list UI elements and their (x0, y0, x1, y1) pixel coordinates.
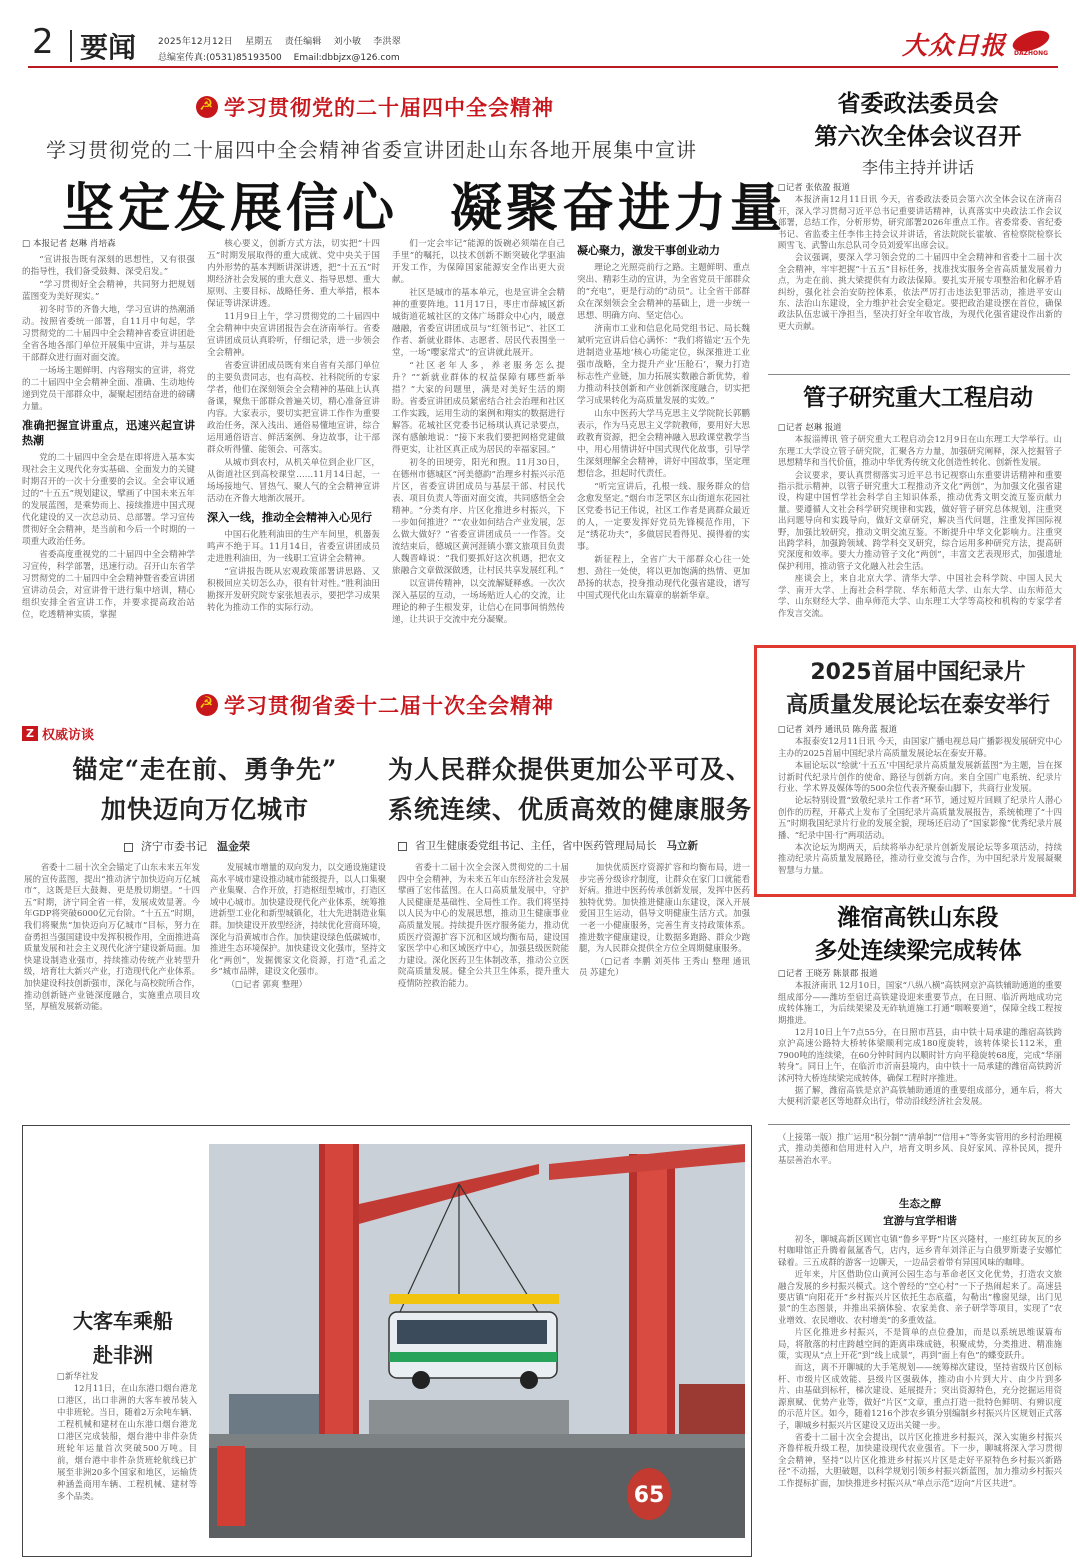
reporter-note: （□记者 李鹏 刘英伟 王秀山 整理 通讯员 苏建允） (579, 955, 750, 978)
railway-article-body (778, 968, 1062, 1118)
photo-story-box (22, 1125, 752, 1557)
politics-meeting-subtitle: 李伟主持并讲话 (861, 158, 974, 177)
lead-col-3 (392, 238, 565, 674)
interview-left-byline (124, 838, 250, 854)
paragraph: 新征程上，全省广大干部群众心往一处想、劲往一处使，将以更加饱满的热情、更加昂扬的状态，投身推动现代化强省建设，谱写中国式现代化山东篇章的崭新华章。 (577, 555, 750, 601)
lead-subhead-2: 深入一线，推动全会精神入心见行 (207, 511, 372, 524)
banner-title: 学习贯彻省委十二届十次全会精神 (224, 694, 554, 718)
interview-right-body (398, 862, 750, 1112)
paragraph: 座谈会上，来自北京大学、清华大学、中国社会科学院、中国人民大学、南开大学、上海社会科学院、华东师范大学、山东大学、山东师范大学、山东财经大学、曲阜师范大学、山东理工大学等高校和机构的专家学者作发言交流。 (778, 573, 1062, 618)
interview-left-col-1 (24, 862, 200, 1112)
bus-icon (389, 1312, 557, 1389)
header-contact-line (158, 50, 409, 63)
lead-byline: □ 本报记者 赵琳 肖培森 (22, 239, 116, 249)
lead-subhead-1: 准确把握宣讲重点，迅速兴起宣讲热潮 (22, 419, 195, 447)
title-line: 省委政法委员会 (837, 91, 999, 117)
editor-label: 责任编辑 (284, 37, 322, 47)
documentary-forum-title[interactable] (768, 656, 1068, 722)
byline-role: 省卫生健康委党组书记、主任，省中医药管理局局长 (415, 840, 657, 852)
paragraph: 山东中医药大学马克思主义学院院长郭鹏表示，作为马克思主义学院教师，要用好大思政教育资源，把全会精神融入思政课堂教学当中，用心用情讲好中国式现代化故事，引导学生深刻理解全会精神，讲好中国故事，坚定理想信念，担起时代责任。 (577, 409, 750, 479)
headline-part-1: 坚定发展信心 (62, 179, 399, 239)
paragraph: 初冬，聊城高新区顾官屯镇“鲁乡平野”片区兴隆村，一座红砖灰瓦的乡村咖啡馆正升腾着氤氲香气，店内，远乡青年刘洋正与白俄罗斯妻子安娜忙碌着。三五成群的游客一边聊天，一边品尝着带有异国风味的咖啡。 (778, 1234, 1062, 1267)
interview-right-title[interactable] (384, 750, 756, 830)
byline-name: 温金荣 (217, 840, 250, 853)
newspaper-logo-icon (1010, 30, 1052, 58)
paragraph: （上接第一版）推广运用“积分制”“清单制”“信用+”等务实管用的乡村治理模式，推动美德和信用进村入户，培育文明乡风、良好家风、淳朴民风，提升基层善治水平。 (778, 1132, 1062, 1165)
photo-story-caption (57, 1370, 197, 1502)
paragraph: 省委宣讲团成员既有来自省有关部门单位的主要负责同志，也有高校、社科院所的专家学者，他们在深刻领会全会精神的基础上认真备课，聚焦干部群众普遍关切，精心准备宣讲内容。大家表示，要切实把宣讲工作作为重要政治任务，深入浅出、通俗易懂地宣讲，综合运用通俗语言、鲜活案例、身边故事，让干部群众听得懂、能领会、可落实。 (207, 361, 380, 455)
designer-name: 李洪翠 (373, 37, 401, 47)
paragraph: 核心要义，创新方式方法，切实把“十四五”时期发展取得的重大成就、党中央关于国内外形势的基本判断讲深讲透，把“十五五”时期经济社会发展的重大意义、指导思想、重大原则、主要目标、战略任务、重大举措，根本保证等讲深讲透。 (207, 239, 380, 309)
party-emblem-icon (196, 96, 218, 118)
byline: □记者 王晓芳 陈景郡 报道 (778, 968, 878, 978)
issue-weekday: 星期五 (245, 37, 273, 47)
masthead-en: DAZHONG (1014, 50, 1049, 57)
party-emblem-icon (196, 694, 218, 716)
paragraph: 理论之光照亮前行之路。主题鲜明、重点突出、精彩生动的宣讲，为全省党员干部群众的“充电”，更是行动的“动员”。让全省干部群众在深刻领会全会精神的基础上，进一步统一思想、明确方向、坚定信心。 (577, 263, 750, 321)
photo-story-title[interactable] (53, 1304, 193, 1372)
continued-subhead-2: 宜游与宜学相谐 (883, 1215, 957, 1227)
paragraph: 论坛特别设置“致敬纪录片工作者”环节，通过短片回顾了纪录片人潜心创作的历程，开幕式上发布了全国纪录片高质量发展报告，系统梳理了“十四五”时期我国纪录片行业的发展全貌，现场还启动了“国家影像”优秀纪录片展播、“纪录中国·行”两项活动。 (778, 795, 1062, 840)
byline: □记者 刘丹 通讯员 陈舟蓝 报道 (778, 724, 898, 734)
paragraph: 会议强调，要深入学习领会党的二十届四中全会精神和省委十二届十次全会精神，牢牢把握“十五五”目标任务，找准找实服务全省高质量发展着力点，为走在前、挑大梁提供有力政法保障。要扎实开展专项整治和化解矛盾纠纷，强化社会治安防控体系，依法严厉打击违法犯罪活动，推进平安山东、法治山东建设，全力维护社会安全稳定。要把政治建设摆在首位，确保政法队伍忠诚干净担当，坚决打好全年收官战，为现代化强省建设作出新的更大贡献。 (778, 252, 1062, 331)
paragraph: 省委十二届十次全会锚定了山东未来五年发展的宣传蓝图，提出“推动济宁加快迈向万亿城市”，这既是巨大鼓舞、更是殷切期望。“十四五”时期，济宁同全省一样，发展成效显著。今年GDP将突破6000亿元台阶。“十五五”时期，我们将聚焦“加快迈向万亿城市”目标，努力在奋勇担当强国建设中发挥积极作用，全面推进高质量发展和社会主义现代化济宁建设新局面。加快建设制造业强市，持续推动传统产业转型升级，培育壮大新兴产业，打造现代化产业体系。加快建设科技创新强市，深化与高校院所合作，推动创新链产业链深度融合，实施重点项目攻坚，厚植发展新动能。 (24, 862, 200, 1012)
masthead-name: 大众日报 (901, 31, 1006, 60)
guanzi-project-title[interactable]: 管子研究重大工程启动 (803, 385, 1033, 411)
politics-meeting-body (778, 182, 1062, 368)
paragraph: “宣讲报告既有深刻的思想性，又有很强的指导性，我们备受鼓舞、深受启发。” (22, 255, 195, 277)
title-line: 潍宿高铁山东段 (837, 905, 999, 931)
paragraph: “宣讲报告既从宏观政策部署讲思路、又积极回应关切怎么办，很有针对性。”胜利油田勘探开发研究院专家张旭表示，要把学习成果转化为推动工作的实际行动。 (207, 567, 380, 613)
title-line: 第六次全体会议召开 (814, 124, 1022, 150)
politics-meeting-title[interactable] (768, 88, 1068, 154)
divider (768, 374, 1070, 375)
headline-part-2: 凝聚奋进力量 (450, 179, 787, 239)
title-line: 加快迈向万亿城市 (100, 795, 309, 824)
byline-role: 济宁市委书记 (141, 840, 207, 853)
lead-col-4 (577, 238, 750, 674)
header-divider (70, 30, 72, 62)
photo-credit: □新华社发 (57, 1371, 99, 1381)
paragraph: 本报济南讯 12月10日，国家“八纵八横”高铁网京沪高铁辅助通道的重要组成部分——潍坊至宿迁高铁建设迎来重要节点，在日照、临沂两地成功完成转体施工，为后续架梁及无砟轨道施工打通“咽喉要道”，保障全线工程按期推进。 (778, 980, 1062, 1025)
ship-number-mark: 65 (633, 1483, 665, 1508)
byline: □记者 张依盈 报道 (778, 182, 850, 192)
paragraph: 初冬的田埂旁，阳光和煦。11月30日，在德州市德城区“河美德韵”治理乡村振兴示范片区，省委宣讲团成员与基层干部、村民代表、项目负责人等面对面交流，共同感悟全会精神。“分类有序、片区化推进乡村振兴，下一步如何推进？”“农业如何结合产业发展，怎么做大做好？”省委宣讲团成员一一作答。交流结束后，德城区黄河涯镇小寨文旅项目负责人魏晋峰说：“我们要抓好这次机遇，把农文旅融合文章做深做透，让村民共享发展红利。” (392, 458, 565, 576)
byline-box-icon (124, 843, 133, 852)
interview-right-byline (398, 838, 698, 853)
port-scene-illustration (209, 1144, 745, 1538)
continued-body (778, 1234, 1062, 1554)
banner-title: 学习贯彻党的二十届四中全会精神 (224, 96, 554, 120)
interview-left-body (24, 862, 386, 1112)
paragraph: 12月11日，在山东港口烟台港龙口港区，出口非洲的大客车被吊装入中非班轮。当日，随着2万余吨车辆、工程机械和建材在山东港口烟台港龙口港区完成装船，烟台港中非件杂货班轮年运量首次突破500万吨。目前，烟台港中非件杂货班轮航线已扩展至非洲20多个国家和地区，运输货种涵盖商用车辆、工程机械、建材等多个品类。 (57, 1383, 197, 1501)
paragraph: 党的二十届四中全会是在即将进入基本实现社会主义现代化夯实基础、全面发力的关键时期召开的一次十分重要的会议。全会审议通过的“十五五”规划建议，擘画了中国未来五年的发展蓝图，是乘势而上、接续推进中国式现代化建设的又一次总动员、总部署。学习宣传贯彻好全会精神，是当前和今后一个时期的一项重大政治任务。 (22, 453, 195, 547)
paragraph: 本报泰安12月11日讯 今天，由国家广播电视总局广播影视发展研究中心主办的2025首届中国纪录片高质量发展论坛在泰安开幕。 (778, 736, 1062, 758)
interview-right-col-2 (579, 862, 750, 1112)
title-line: 高质量发展论坛在泰安举行 (785, 693, 1050, 718)
email-address: Email:dbbjzx@126.com (293, 53, 400, 63)
paragraph: 发展城市增量的双向发力，以交通设施建设高水平城市建设推动城市能级提升，以人口集聚产业集聚、合作开放，打造枢纽型城市，打造区域中心城市。加快建设现代化产业体系，统筹推进新型工业化和新型城镇化，壮大先进制造业集群。加快建设开放型经济，持续优化营商环境，深化与沿黄城市合作。加快建设绿色低碳城市，推进生态环境保护。加快建设文化强市，坚持文化“两创”，发掘儒家文化资源，打造“孔孟之乡”城市品牌，建设文化强市。 (210, 862, 386, 977)
paragraph: 本报淄博讯 管子研究重大工程启动会12月9日在山东理工大学举行。山东理工大学设立管子研究院，汇聚各方力量，加强研究阐释，深入挖掘管子思想精华和当代价值，推动中华优秀传统文化创造性转化、创新性发展。 (778, 434, 1062, 468)
section-banner-provincial (196, 690, 554, 720)
fax-number: 总编室传真:(0531)85193500 (158, 53, 282, 63)
paragraph: 初冬时节的齐鲁大地，学习宣讲的热潮涌动。按照省委统一部署，自11月中旬起，学习贯彻党的二十届四中全会精神省委宣讲团赴全省各地各部门单位开展集中宣讲，并与基层干部群众进行面对面交流。 (22, 305, 195, 363)
interview-tag-label: 权威访谈 (42, 728, 95, 743)
title-line: 2025首届中国纪录片 (810, 660, 1026, 685)
paragraph: 本次论坛为期两天，后续将举办纪录片创新发展论坛等多项活动，持续推动纪录片高质量发展路径，推动行业交流与合作，为中国纪录片发展凝聚智慧与力量。 (778, 842, 1062, 875)
title-line: 赴非洲 (93, 1343, 153, 1367)
title-line: 锚定“走在前、勇争先” (72, 755, 338, 784)
interview-left-title[interactable] (30, 750, 380, 830)
paragraph: 12月10日上午7点55分，在日照市莒县，由中铁十局承建的潍宿高铁跨京沪高速公路特大桥转体梁顺利完成180度旋转，该转体梁长112米，重7900吨的连续梁，在60分钟时间内以顺时针方向平稳旋转68度，完成“华丽转身”。同日上午，在临沂市沂南县境内，由中铁十一局承建的潍宿高铁跨沂沭河特大桥连续梁完成转体，确保工程时序推进。 (778, 1027, 1062, 1083)
title-line: 为人民群众提供更加公平可及、 (387, 755, 752, 784)
paragraph: 据了解，潍宿高铁是京沪高铁辅助通道的重要组成部分，通车后，将大大便利沂蒙老区等地群众出行，带动沿线经济社会发展。 (778, 1085, 1062, 1107)
paragraph: 近年来，片区借助位山黄河公园生态与革命老区文化优势，打造农文旅融合发展的乡村振兴模式。这个曾经的“空心村”一下子热闹起来了。高速县要店镇“向阳花开”乡村振兴片区依托生态底蕴，勾勒出“橡窗见绿，出门见景”的生态图景，并推出采摘体验、农家美食、亲子研学等项目，实现了“农业增效、农民增收、农村增美”的多重效益。 (778, 1269, 1062, 1325)
paragraph: 一场场主题鲜明、内容翔实的宣讲，将党的二十届四中全会精神全面、准确、生动地传递到党员干部群众中，凝聚起团结奋进的磅礴力量。 (22, 366, 195, 412)
paragraph: “社区老年人多，养老服务怎么提升？”“新就业群体的权益保障有哪些新举措？”大家的问题里，满是对美好生活的期盼。省委宣讲团成员紧密结合社会治理和社区工作实践，运用生动的案例和翔实的数据进行解答。花城社区党委书记杨琪认真记录要点，深有感触地说：“接下来我们要把网格党建做得更实，让社区真正成为居民的幸福家园。” (392, 361, 565, 455)
interview-tag (22, 724, 94, 743)
page-header (28, 20, 1058, 68)
paragraph: 11月9日上午，学习贯彻党的二十届四中全会精神中央宣讲团报告会在济南举行。省委宣讲团成员认真聆听，仔细记录，进一步领会全会精神。 (207, 312, 380, 358)
paragraph: 从城市到农村，从机关单位到企业厂区，从街道社区到高校课堂……11月14日起，一场场接地气、冒热气、聚人气的全会精神宣讲活动在齐鲁大地渐次展开。 (207, 458, 380, 504)
paragraph: 省委高度重视党的二十届四中全会精神学习宣传，科学部署，迅速行动。召开山东省学习贯彻党的二十届四中全会精神暨省委宣讲团宣讲动员会，对宣讲骨干进行集中培训，精心组织安排全省宣讲工作，并要求提高政治站位，吃透精神实质，掌握 (22, 550, 195, 620)
page-number: 2 (32, 22, 54, 62)
title-line: 系统连续、优质高效的健康服务 (387, 795, 752, 824)
paragraph: 片区化推进乡村振兴，不是简单的点位叠加，而是以系统思维谋篇布局，将散落的村庄跨越空间的距离串珠成链，积聚成势，分类推进、精准施策，实现从“点上开花”到“线上成景”，再到“面上有色”的蝶变跃升。 (778, 1327, 1062, 1361)
paragraph: 省委十二届十次全会深入贯彻党的二十届四中全会精神，为未来五年山东经济社会发展擘画了宏伟蓝图。在人口高质量发展中，守护人民健康是基础性、全局性工作。我们将坚持以人民为中心的发展思想，推动卫生健康事业高质量发展。持续提升医疗服务能力，推动优质医疗资源扩容下沉和区域均衡布局，建设国家医学中心和区域医疗中心，加强县级医院能力建设。深化医药卫生体制改革，推动公立医院高质量发展。健全公共卫生体系，提升重大疫情防控救治能力。 (398, 862, 569, 988)
reporter-note: （□记者 郭爽 整理） (226, 978, 308, 989)
paragraph: 加快优质医疗资源扩容和均衡布局，进一步完善分级诊疗制度，让群众在家门口就能看好病。推进中医药传承创新发展，发挥中医药独特优势。加快推进健康山东建设，深入开展爱国卫生运动，倡导文明健康生活方式。加强一老一小健康服务，完善生育支持政策体系。推进数字健康建设，让数据多跑路、群众少跑腿，为人民群众提供全方位全周期健康服务。 (579, 862, 750, 954)
divider (768, 1124, 1070, 1125)
paragraph: 省委十二届十次全会提出，以片区化推进乡村振兴，深入实施乡村振兴齐鲁样板升级工程，加快建设现代农业强省。下一步，聊城将深入学习贯彻全会精神，坚持“以片区化推进乡村振兴片区是走好平原特色乡村振兴新路径”不动摇，大胆破题，以科学规划引领乡村振兴新蓝图，加力推动乡村振兴工作提标扩面，加快推进乡村振兴从“单点示范”迈向“片区共进”。 (778, 1431, 1062, 1488)
paragraph: 而这，离不开聊城的大手笔规划——统筹梯次建设，坚持省级片区创标杆、市级片区成效能、县级片区强载体，推动由小片到大片、由少片到多片、由基础到标杆，梯次建设、延展提升；突出资源特色，充分挖掘运用资源禀赋、优势产业等，做好“片区”文章，重点打造一批特色鲜明、有辨识度的示范片区。如今，随着1216个涉农乡镇分别编制乡村振兴片区规划正式落子，聊城乡村振兴片区建设又迈出关键一步。 (778, 1362, 1062, 1430)
title-line: 大客车乘船 (73, 1309, 173, 1333)
lead-col-1 (22, 238, 195, 674)
paragraph: 本报济南12月11日讯 今天，省委政法委员会第六次全体会议在济南召开，深入学习贯彻习近平总书记重要讲话精神，认真落实中央政法工作会议部署，总结工作，分析形势，研究部署2026年重点工作。省委常委、省纪委书记、省监委主任李伟主持会议并讲话，省法院院长霍敏、省检察院检察长顾雪飞、武警山东总队司令员刘爱军出席会议。 (778, 194, 1062, 251)
paragraph: “学习贯彻好全会精神，共同努力把规划蓝图变为美好现实。” (22, 280, 195, 302)
documentary-forum-body (778, 724, 1062, 888)
paragraph: “听完宣讲后，孔根一线、服务群众的信念愈发坚定。”烟台市芝罘区东山街道东花园社区党委书记王伟说，社区工作者是离群众最近的人，一定要发挥好党员先锋模范作用，下足“绣花功夫”，多做居民看得见、摸得着的实事。 (577, 482, 750, 552)
guanzi-project-body (778, 422, 1062, 640)
paragraph: 中国石化胜利油田的生产车间里，机器轰鸣声不绝于耳。11月14日，省委宣讲团成员走进胜利油田，为一线职工宣讲全会精神。 (207, 530, 380, 564)
issue-date: 2025年12月12日 (158, 37, 234, 47)
lead-headline[interactable] (62, 166, 838, 241)
masthead (902, 26, 1052, 62)
interview-right-col-1 (398, 862, 569, 1112)
byline-name: 马立新 (666, 840, 698, 852)
railway-article-title[interactable] (768, 902, 1068, 968)
paragraph: 济南市工业和信息化局党组书记、局长魏斌听完宣讲后信心满怀：“我们将锚定‘五个先进制造业基地’核心功能定位，纵深推进工业强市战略，全力提升产业‘压舱石’，聚力打造标志性产业链，加力拓展实数融合新优势，着力推动科技创新和产业创新深度融合，切实把学习成果转化为高质量发展的实效。” (577, 324, 750, 406)
lead-article-body (22, 238, 750, 674)
paragraph: 会议要求，要认真贯彻落实习近平总书记视察山东重要讲话精神和重要指示批示精神，以管子研究重大工程推动齐文化“两创”，为加强文化强省建设，构建中国哲学社会科学自主知识体系，推动优秀文明交流互鉴贡献力量。要遵循人文社会科学研究规律和实践，做好管子研究总体规划，注重突出问题导向和实践导向，做好文章研究，解决当代问题，注重发挥国际视野，加强比较研究，推动文明交流互鉴。不断提升中华文化影响力。注重突出跨学科，加强跨领域、跨学科交叉研究，综合运用多种研究方法，提高研究深度和效率。要大力推动管子文化“两创”，丰富文艺表现形式，加强遗址保护利用，推动管子文化融入社会生活。 (778, 469, 1062, 571)
paragraph: 以宣讲传精神，以交流解疑释惑。一次次深入基层的互动，一场场贴近人心的交流，让理论的种子生根发芽，让信心在同事间悄然传递，让共识于交流中充分凝聚。 (392, 579, 565, 625)
lead-kicker[interactable]: 学习贯彻党的二十届四中全会精神省委宣讲团赴山东各地开展集中宣讲 (46, 138, 697, 162)
title-line: 多处连续梁完成转体 (814, 938, 1022, 964)
editor-name: 刘小敏 (333, 37, 362, 47)
interview-left-col-2 (210, 862, 386, 1112)
byline-box-icon (398, 842, 407, 851)
section-name: 要闻 (80, 31, 137, 64)
byline: □记者 赵琳 报道 (778, 422, 842, 432)
paragraph: 们一定会牢记“能源的饭碗必须端在自己手里”的嘱托，以技术创新不断突破化学驱油开发工作，为保障国家能源安全作出更大贡献。 (392, 239, 565, 285)
port-bus-loading-photo[interactable] (209, 1144, 745, 1538)
continued-intro (778, 1132, 1062, 1190)
header-info-line (158, 34, 410, 47)
interview-tag-icon: Z (22, 726, 38, 741)
section-banner-plenary (196, 92, 554, 122)
continued-subhead-1: 生态之醇 (899, 1198, 941, 1210)
lead-col-2 (207, 238, 380, 674)
paragraph: 社区是城市的基本单元，也是宣讲全会精神的重要阵地。11月17日，枣庄市薛城区新城街道花城社区的文体广场群众中心内，暖意融融，省委宣讲团成员与“红领书记”、社区工作者、新就业群体、志愿者、居民代表围坐一堂，一场“嘤家常式”的宣讲就此展开。 (392, 288, 565, 358)
lead-subhead-3: 凝心聚力，激发干事创业动力 (577, 244, 720, 257)
paragraph: 本届论坛以“绘就‘十五五’中国纪录片高质量发展新蓝图”为主题，旨在探讨新时代纪录片创作的使命、路径与创新方向。来自全国广电系统、纪录片行业、学术界及媒体等的500余位代表齐聚泰山脚下，共商行业发展。 (778, 760, 1062, 794)
